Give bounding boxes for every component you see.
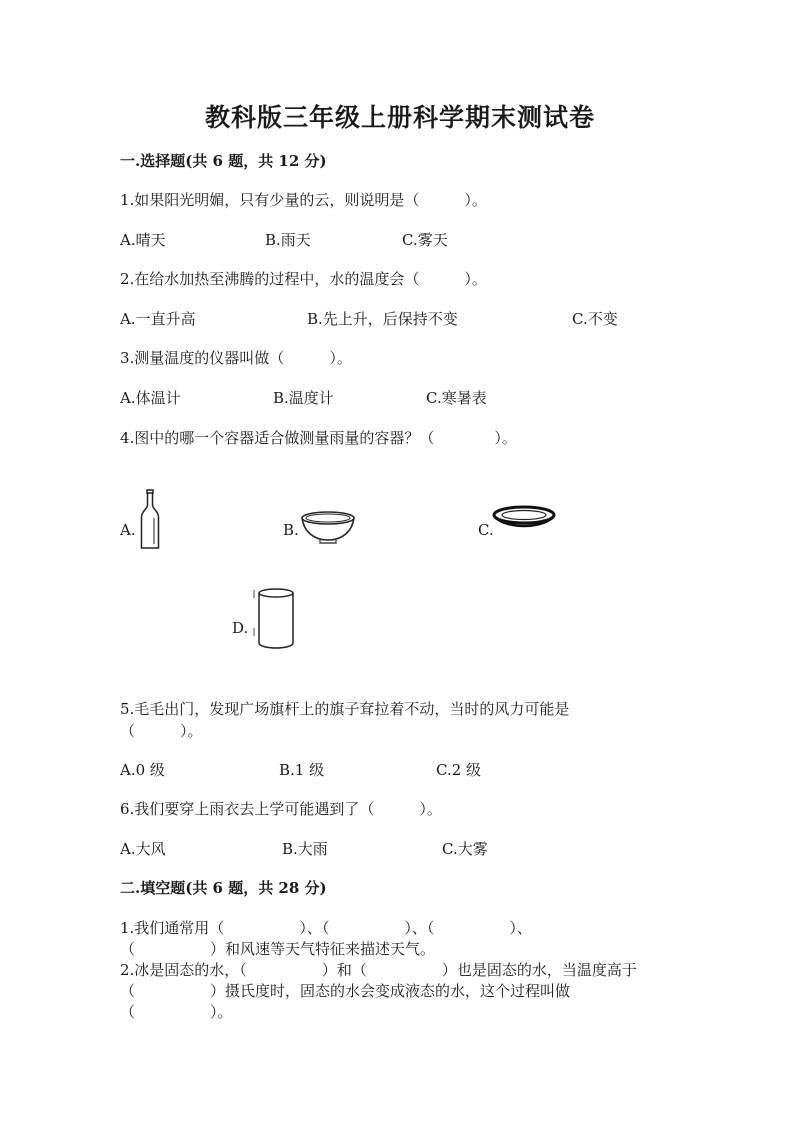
question-6-option-b: B.大雨 bbox=[282, 840, 328, 858]
question-2-option-b: B.先上升，后保持不变 bbox=[307, 310, 458, 328]
section-heading-fill-blank: 二.填空题(共 6 题，共 28 分) bbox=[120, 879, 327, 897]
fill-question-1-line-1: 1.我们通常用（ ）、（ ）、（ ）、 bbox=[120, 919, 532, 937]
fill-question-2-line-3: （ ）。 bbox=[120, 1003, 233, 1021]
fill-question-1-line-2: （ ）和风速等天气特征来描述天气。 bbox=[120, 940, 436, 958]
bowl-icon bbox=[300, 510, 356, 546]
question-1-option-b: B.雨天 bbox=[265, 231, 311, 249]
question-5-line-2: （ ）。 bbox=[120, 722, 203, 740]
question-4-option-d: D. bbox=[232, 619, 249, 637]
question-5-option-a: A.0 级 bbox=[120, 761, 165, 779]
question-5-option-c: C.2 级 bbox=[436, 761, 482, 779]
question-6-option-c: C.大雾 bbox=[442, 840, 488, 858]
question-3-option-c: C.寒暑表 bbox=[426, 389, 487, 407]
cylinder-cup-icon bbox=[250, 586, 298, 650]
question-3-option-a: A.体温计 bbox=[120, 389, 181, 407]
question-5-line-1: 5.毛毛出门，发现广场旗杆上的旗子耷拉着不动，当时的风力可能是 bbox=[120, 700, 570, 718]
question-5-option-b: B.1 级 bbox=[279, 761, 325, 779]
fill-question-2-line-1: 2.冰是固态的水，（ ）和（ ）也是固态的水，当温度高于 bbox=[120, 961, 637, 979]
question-1-option-a: A.晴天 bbox=[120, 231, 166, 249]
question-2-option-c: C.不变 bbox=[572, 310, 618, 328]
fill-question-2-line-2: （ ）摄氏度时，固态的水会变成液态的水，这个过程叫做 bbox=[120, 982, 571, 1000]
question-4-option-c: C. bbox=[478, 521, 494, 539]
section-heading-choice: 一.选择题(共 6 题，共 12 分) bbox=[120, 152, 327, 170]
question-4: 4.图中的哪一个容器适合做测量雨量的容器？（ ）。 bbox=[120, 429, 517, 447]
question-1-option-c: C.雾天 bbox=[402, 231, 448, 249]
question-4-option-b: B. bbox=[283, 521, 299, 539]
plate-icon bbox=[492, 504, 556, 528]
question-2-option-a: A.一直升高 bbox=[120, 310, 196, 328]
question-3: 3.测量温度的仪器叫做（ ）。 bbox=[120, 349, 352, 367]
question-4-option-a: A. bbox=[120, 521, 136, 539]
question-6-option-a: A.大风 bbox=[120, 840, 166, 858]
question-3-option-b: B.温度计 bbox=[273, 389, 334, 407]
question-1: 1.如果阳光明媚，只有少量的云，则说明是（ ）。 bbox=[120, 191, 487, 209]
question-2: 2.在给水加热至沸腾的过程中，水的温度会（ ）。 bbox=[120, 270, 487, 288]
bottle-icon bbox=[138, 488, 162, 552]
question-6: 6.我们要穿上雨衣去上学可能遇到了（ ）。 bbox=[120, 800, 442, 818]
page-title: 教科版三年级上册科学期末测试卷 bbox=[204, 103, 595, 132]
